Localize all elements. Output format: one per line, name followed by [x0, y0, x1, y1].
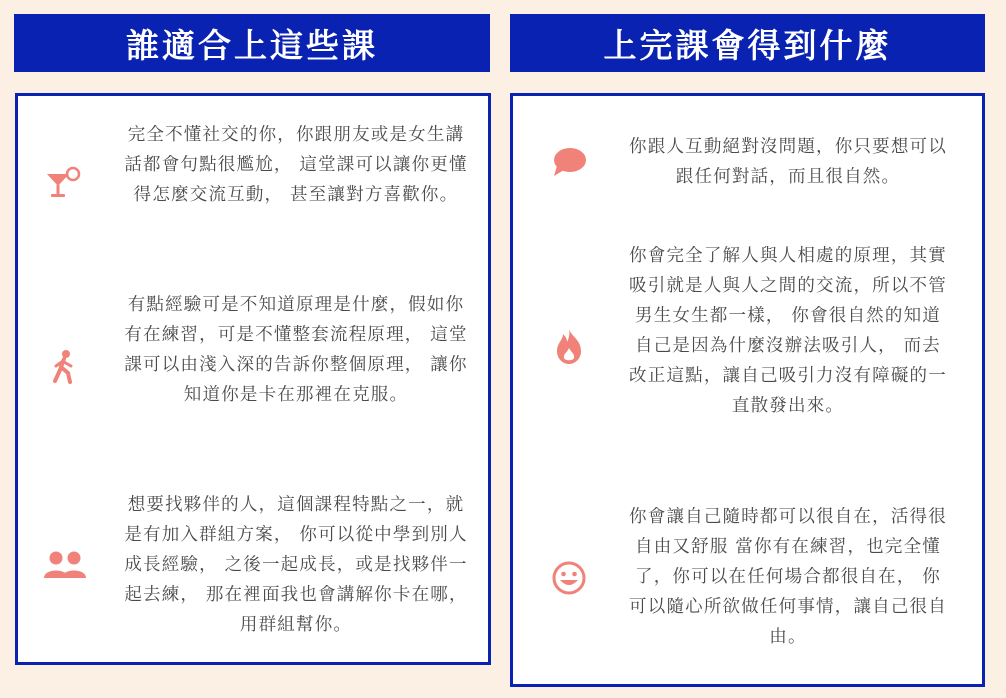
left-item-3-text: 想要找夥伴的人，這個課程特點之一，就是有加入群組方案， 你可以從中學到別人成長經驗， 之後一起成長，或是找夥伴一起去練， 那在裡面我也會講解你卡在哪， 用群組幫你。 — [124, 495, 468, 635]
right-title: 上完課會得到什麼 — [603, 25, 892, 65]
walking-person-icon — [44, 348, 84, 388]
left-item-2-text: 有點經驗可是不知道原理是什麼，假如你有在練習，可是不懂整套流程原理， 這堂課可以由淺入深的告訴你整個原理， 讓你知道你是卡在那裡在克服。 — [124, 295, 468, 405]
right-item-2-text: 你會完全了解人與人相處的原理，其實吸引就是人與人之間的交流，所以不管男生女生都一樣， 你會很自然的知道自己是因為什麼沒辦法吸引人， 而去改正這點，讓自己吸引力沒有障礙的一直散發出來。 — [629, 246, 947, 416]
cocktail-icon — [43, 164, 83, 204]
left-title-banner — [14, 14, 490, 72]
smiley-icon — [549, 558, 589, 598]
right-item-3-text: 你會讓自己隨時都可以很自在，活得很自由又舒服 當你有在練習，也完全懂了，你可以在任何場合都很自在， 你可以隨心所欲做任何事情，讓自己很自由。 — [629, 507, 947, 647]
speech-bubble-icon — [549, 142, 589, 182]
left-panel — [15, 93, 491, 665]
left-item-1-text: 完全不懂社交的你，你跟朋友或是女生講話都會句點很尷尬， 這堂課可以讓你更懂得怎麼交流互動， 甚至讓對方喜歡你。 — [124, 125, 468, 205]
fire-icon — [549, 326, 589, 366]
user-group-icon — [42, 546, 88, 586]
right-panel — [510, 93, 985, 687]
right-item-1-text: 你跟人互動絕對沒問題，你只要想可以跟任何對話，而且很自然。 — [629, 137, 947, 187]
left-title: 誰適合上這些課 — [126, 25, 378, 65]
right-title-banner — [510, 14, 985, 72]
